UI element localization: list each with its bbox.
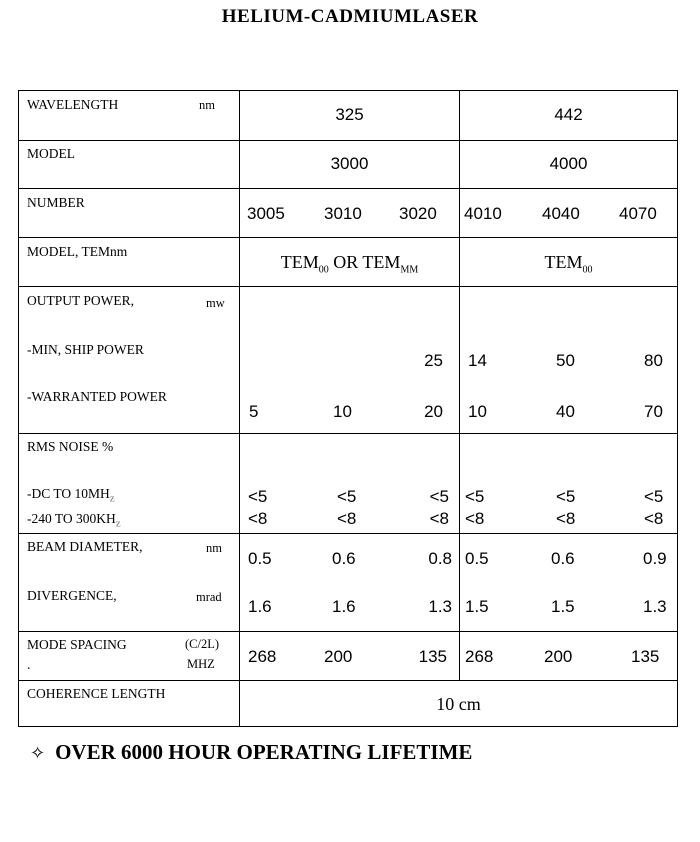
noise-khz-value: <8 [644,509,664,528]
divergence-value: 1.6 [332,597,356,616]
beam-diameter-value: 0.6 [332,549,356,568]
warranted-power-value: 20 [424,402,443,421]
noise-khz-value: <8 [556,509,576,528]
noise-dc-label: -DC TO $10MH_z$ [27,486,115,505]
mode-spacing-dot: . [27,657,31,672]
row-divider [19,188,677,189]
noise-dc-value: <5 [644,487,664,506]
model-4000: 4000 [549,154,588,173]
mode-spacing-value: 135 [418,647,447,666]
noise-dc-value: <5 [429,487,449,506]
column-divider [459,91,460,680]
min-power-value: 80 [644,351,663,370]
wavelength-unit: nm [199,98,215,112]
wavelength-442: 442 [554,105,583,124]
page-title: HELIUM-CADMIUMLASER [221,6,479,27]
row-divider [19,433,677,434]
output-power-label: OUTPUT POWER, [27,293,135,308]
noise-khz-value: <8 [429,509,449,528]
model-label: MODEL [27,146,75,161]
wavelength-label: WAVELENGTH [27,97,119,112]
mode-spacing-value: 135 [631,647,660,666]
mode-spacing-value: 268 [465,647,494,666]
noise-khz-value: <8 [248,509,268,528]
number-value: 3005 [247,204,285,223]
warranted-power-value: 10 [333,402,352,421]
min-power-value: 14 [468,351,487,370]
column-divider [239,91,240,726]
divergence-value: 1.5 [465,597,489,616]
number-label: NUMBER [27,195,85,210]
number-value: 4010 [464,204,502,223]
mode-spacing-value: 200 [324,647,353,666]
beam-diameter-value: 0.5 [248,549,272,568]
lifetime-note [30,740,472,765]
min-power-value: 50 [556,351,575,370]
noise-khz-label: -240 TO $300KH_z$ [27,511,121,530]
warranted-power-value: 5 [249,402,259,421]
mode-spacing-value: 268 [248,647,277,666]
min-ship-power-label: -MIN, SHIP POWER [27,342,144,357]
divergence-unit: mrad [196,590,222,604]
noise-khz-value: <8 [465,509,485,528]
beam-diameter-value: 0.6 [551,549,575,568]
divergence-value: 1.3 [428,597,452,616]
beam-diameter-value: 0.5 [465,549,489,568]
wavelength-325: 325 [335,105,364,124]
mode-right-value: $TEM_{00}$ [544,252,593,276]
noise-dc-value: <5 [465,487,485,506]
mode-spacing-label: MODE SPACING [27,637,127,652]
warranted-power-value: 70 [644,402,663,421]
model-3000: 3000 [330,154,369,173]
divergence-label: DIVERGENCE, [27,588,117,603]
divergence-value: 1.5 [551,597,575,616]
mode-spacing-value: 200 [544,647,573,666]
warranted-power-value: 10 [468,402,487,421]
beam-diameter-value: 0.9 [643,549,667,568]
row-divider [19,631,677,632]
coherence-length-value: 10 cm [436,694,481,714]
warranted-power-value: 40 [556,402,575,421]
noise-khz-value: <8 [337,509,357,528]
lifetime-text: OVER 6000 HOUR OPERATING LIFETIME [55,740,473,764]
row-divider [19,140,677,141]
number-value: 4040 [542,204,580,223]
row-divider [19,680,677,681]
divergence-value: 1.6 [248,597,272,616]
noise-dc-value: <5 [337,487,357,506]
rms-noise-label: RMS NOISE % [27,439,114,454]
beam-diameter-label: BEAM DIAMETER, [27,539,143,554]
mode-left-value: $TEM_{00}$ OR $TEM_{MM}$ [280,252,419,276]
beam-diameter-value: 0.8 [428,549,452,568]
noise-dc-value: <5 [248,487,268,506]
beam-diameter-unit: nm [206,541,222,555]
mode-spacing-unit: (C/2L) [185,637,220,651]
mode-spacing-unit-mhz: MHZ [187,657,215,671]
warranted-power-label: -WARRANTED POWER [27,389,167,404]
mode-label: MODEL, TEMnm [27,244,128,259]
coherence-length-label: COHERENCE LENGTH [27,686,166,701]
noise-dc-value: <5 [556,487,576,506]
row-divider [19,286,677,287]
number-value: 3010 [324,204,362,223]
sparkle-icon: ✧ [30,743,46,763]
spec-table [18,90,678,727]
row-divider [19,237,677,238]
divergence-value: 1.3 [643,597,667,616]
row-divider [19,533,677,534]
number-value: 4070 [619,204,657,223]
min-power-value: 25 [424,351,443,370]
number-value: 3020 [399,204,437,223]
output-power-unit: mw [206,296,225,310]
